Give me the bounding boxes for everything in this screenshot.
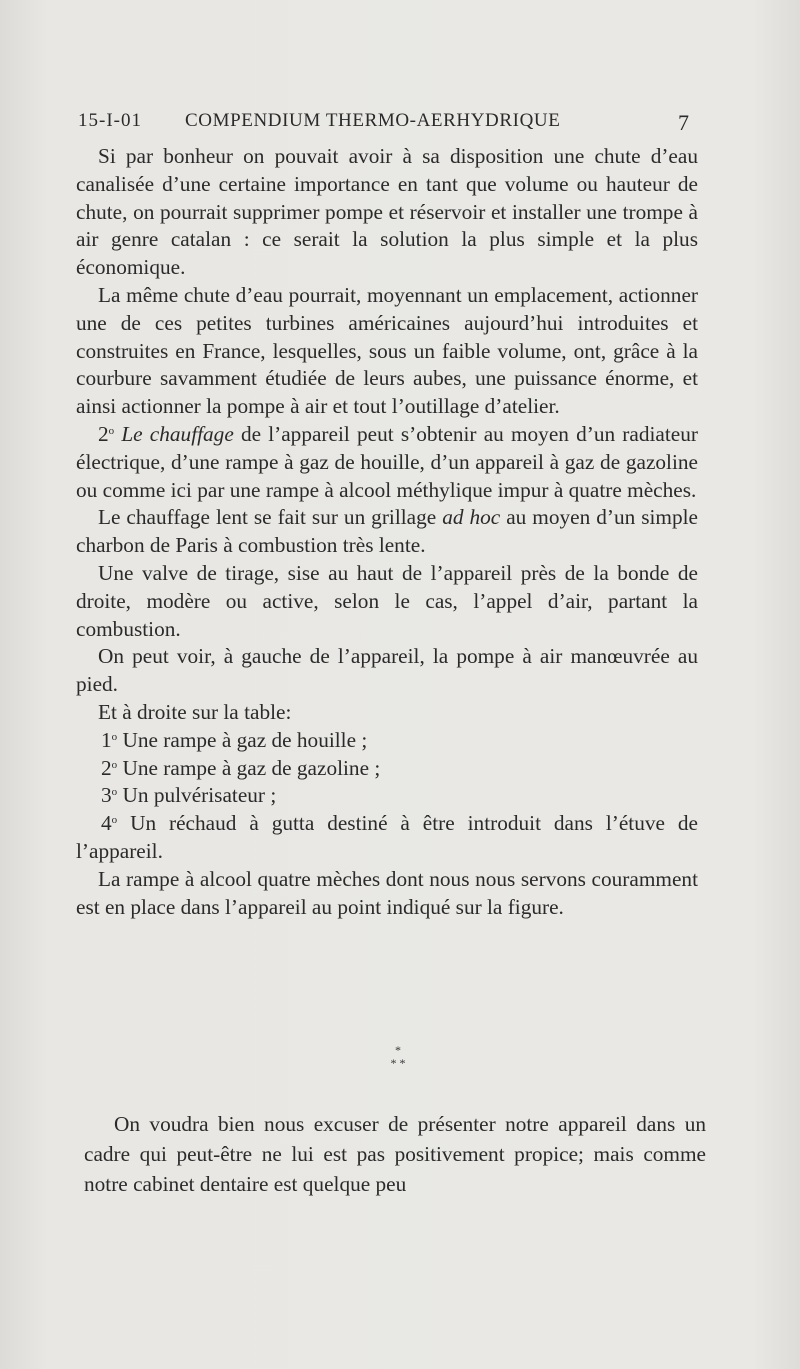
italic-heading: Le chauffage xyxy=(121,421,234,446)
body-text xyxy=(76,143,698,921)
ordinal-mark: o xyxy=(111,758,118,771)
item-number: 2 xyxy=(101,755,112,780)
paragraph-text: au moyen d’un simple charbon de Paris à combustion très lente. xyxy=(76,505,699,558)
ordinal-mark: o xyxy=(108,424,115,437)
ordinal-mark: o xyxy=(111,786,118,799)
list-item-text: Une rampe à gaz de gazoline ; xyxy=(117,755,381,780)
paragraph-text: de l’appareil peut s’obtenir au moyen d’un radiateur électrique, d’une rampe à gaz de houille, d’un appareil à gaz de gazoline ou comme ici par une rampe à alcool méthylique impur à quatre mèches. xyxy=(76,421,698,502)
paragraph: La même chute d’eau pourrait, moyennant un emplacement, actionner une de ces petites turbines américaines aujourd’hui introduites et construites en France, lesquelles, sous un faible volume, ont, grâce à la courbure savamment étudiée de leurs aubes, une puissance énorme, et ainsi actionner la pompe à air et tout l’outillage d’atelier. xyxy=(76,282,698,419)
paragraph-text: Le chauffage lent se fait sur un grillage xyxy=(98,505,443,530)
italic-phrase: ad hoc xyxy=(442,505,501,530)
list-item-text: Une rampe à gaz de houille ; xyxy=(117,727,368,752)
closing-text xyxy=(84,1109,706,1199)
paragraph: Une valve de tirage, sise au haut de l’appareil près de la bonde de droite, modère ou active, selon le cas, l’appel d’air, partant la combustion. xyxy=(76,560,698,641)
list-item-text: Un réchaud à gutta destiné à être introduit dans l’étuve de l’appareil. xyxy=(76,811,698,863)
list-item-text: Un pulvérisateur ; xyxy=(117,783,277,808)
ordinal-mark: o xyxy=(111,814,118,827)
list-item xyxy=(76,810,698,866)
folio-date: 15-I-01 xyxy=(78,110,142,131)
list-item xyxy=(76,755,698,783)
item-number: 3 xyxy=(101,783,112,808)
paragraph: On voudra bien nous excuser de présenter notre appareil dans un cadre qui peut-être ne lui est pas positivement propice; mais comme notre cabinet dentaire est quelque peu xyxy=(84,1112,706,1196)
item-number: 2 xyxy=(98,421,109,446)
list-item xyxy=(76,727,698,755)
list-item xyxy=(76,782,698,810)
running-title: COMPENDIUM THERMO-AERHYDRIQUE xyxy=(185,110,561,131)
asterism-bottom: * * xyxy=(390,1056,406,1070)
asterism xyxy=(378,1044,418,1070)
paragraph: Si par bonheur on pouvait avoir à sa disposition une chute d’eau canalisée d’une certaine importance en tant que volume ou hauteur de chute, on pourrait supprimer pompe et réservoir et installer une trompe à air genre catalan : ce serait la solution la plus simple et la plus économique. xyxy=(76,144,698,280)
item-number: 1 xyxy=(101,727,112,752)
paragraph: La rampe à alcool quatre mèches dont nous nous servons couramment est en place dans l’appareil au point indiqué sur la figure. xyxy=(76,866,698,919)
page-number: 7 xyxy=(678,110,690,135)
page-header xyxy=(78,110,692,140)
item-number: 4 xyxy=(101,811,112,836)
paragraph xyxy=(76,504,698,560)
paragraph: Et à droite sur la table: xyxy=(98,699,292,724)
asterism-top: * xyxy=(395,1043,401,1057)
paragraph-heating xyxy=(76,421,698,504)
paragraph: On peut voir, à gauche de l’appareil, la pompe à air manœuvrée au pied. xyxy=(76,644,698,697)
ordinal-mark: o xyxy=(111,730,118,743)
